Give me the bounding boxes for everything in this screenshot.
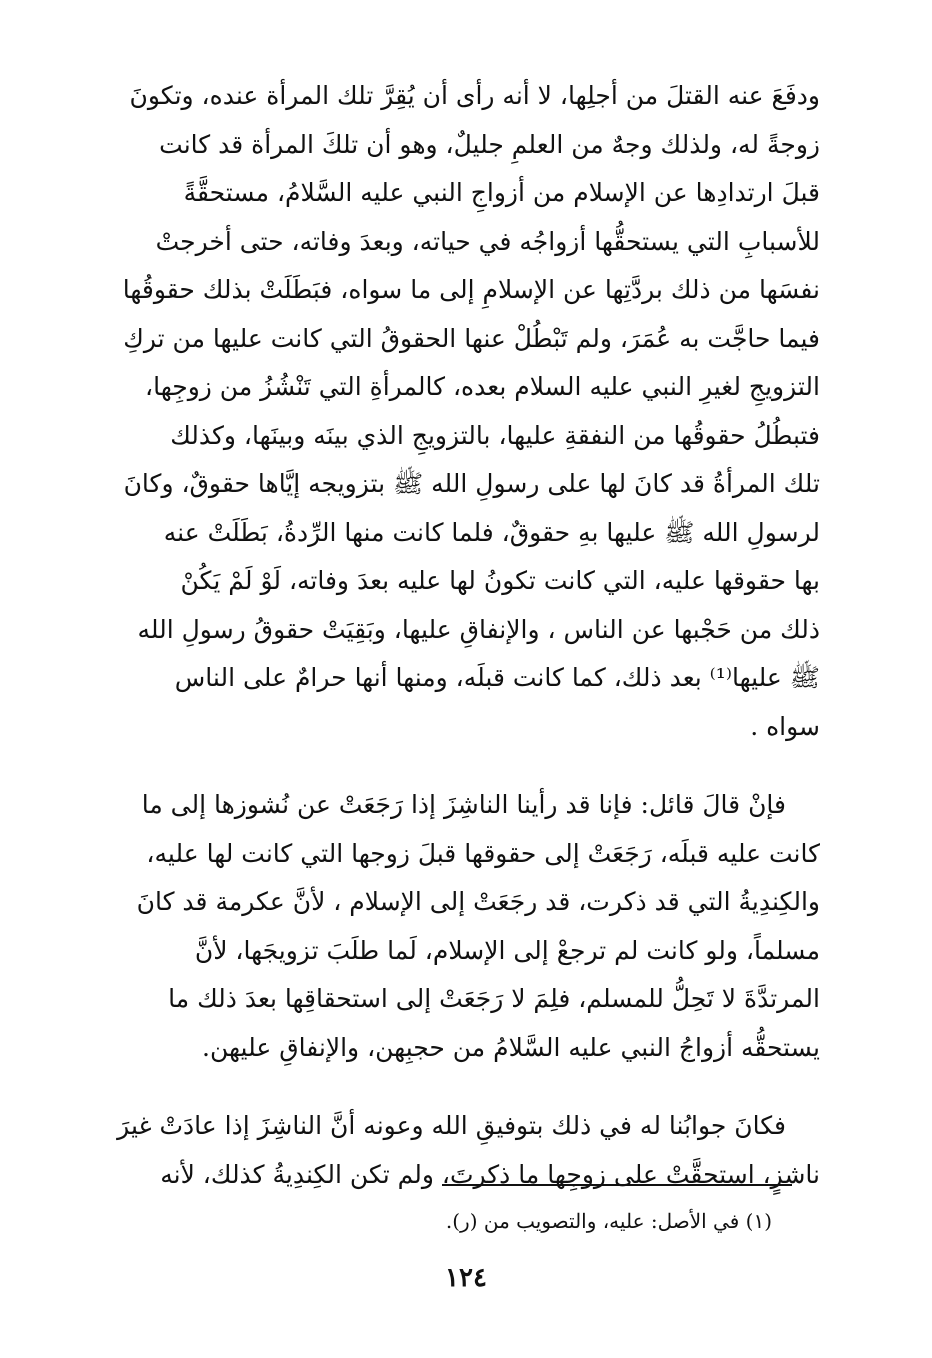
text-line: المرتدَّةَ لا تَحِلُّ للمسلم، فلِمَ لا رَجَعَتْ إلى استحقاقِها بعدَ ذلك ما bbox=[168, 984, 820, 1013]
paragraph-gap bbox=[96, 1072, 820, 1102]
text-line: نفسَها من ذلك بردَّتِها عن الإسلامِ إلى ما سواه، فبَطَلَتْ بذلك حقوقُها bbox=[122, 275, 820, 304]
paragraph-1 bbox=[96, 72, 820, 751]
text-line: بها حقوقها عليه، التي كانت تكونُ لها عليه بعدَ وفاته، لَوْ لَمْ يَكُنْ bbox=[180, 566, 820, 595]
text-line: لرسولِ الله ﷺ عليها بهِ حقوقٌ، فلما كانت منها الرِّدةُ، بَطَلَتْ عنه bbox=[163, 517, 820, 547]
text-line: يستحقُّه أزواجُ النبي عليه السَّلامُ من حجبِهن، والإنفاقِ عليهن. bbox=[202, 1032, 820, 1062]
text-line: تلك المرأةُ قد كانَ لها على رسولِ الله ﷺ بتزويجه إيَّاها حقوقٌ، وكانَ bbox=[123, 469, 820, 498]
text-line: والكِندِيةُ التي قد ذكرت، قد رجَعَتْ إلى الإسلام ، لأنَّ عكرمة قد كانَ bbox=[136, 887, 820, 916]
footnote: (١) في الأصل: عليه، والتصويب من (ر). bbox=[445, 1209, 772, 1233]
text-line: ﷺ عليها⁽¹⁾ بعد ذلك، كما كانت قبلَه، ومنها أنها حرامٌ على الناس bbox=[174, 663, 820, 692]
text-line: ودفَعَ عنه القتلَ من أجلِها، لا أنه رأى أن يُقِرَّ تلك المرأة عنده، وتكونَ bbox=[129, 81, 820, 110]
text-line: فيما حاجَّت به عُمَرَ، ولم تَبْطُلْ عنها الحقوقُ التي كانت عليها من تركِ bbox=[123, 323, 820, 353]
body-text bbox=[96, 72, 820, 1199]
page-number: ١٢٤ bbox=[445, 1263, 487, 1293]
text-line: التزويجِ لغيرِ النبي عليه السلام بعده، كالمرأةِ التي تَنْشُزُ من زوجِها، bbox=[145, 372, 820, 401]
text-line: فكانَ جوابُنا له في ذلك بتوفيقِ الله وعونه أنَّ الناشِزَ إذا عادَتْ غيرَ bbox=[117, 1111, 786, 1140]
text-line: ذلك من حَجْبها عن الناس ، والإنفاقِ عليها، وبَقِيَتْ حقوقُ رسولِ الله bbox=[137, 614, 820, 644]
text-line: زوجةً له، ولذلك وجهٌ من العلمِ جليلٌ، وهو أن تلكَ المرأة قد كانت bbox=[159, 129, 820, 159]
text-line: للأسبابِ التي يستحقُّها أزواجُه في حياته، وبعدَ وفاته، حتى أخرجتْ bbox=[155, 226, 820, 256]
text-line: مسلماً، ولو كانت لم ترجعْ إلى الإسلام، لَما طلَبَ تزويجَها، لأنَّ bbox=[194, 935, 820, 965]
paragraph-2 bbox=[96, 781, 820, 1072]
text-line: فإنْ قالَ قائل: فإنا قد رأينا الناشِزَ إذا رَجَعَتْ عن نُشوزها إلى ما bbox=[141, 790, 786, 819]
footnote-separator bbox=[442, 1184, 792, 1186]
text-line: فتبطُلُ حقوقُها من النفقةِ عليها، بالتزويجِ الذي بينَه وبينَها، وكذلك bbox=[170, 420, 820, 450]
text-line: قبلَ ارتدادِها عن الإسلام من أزواجِ النبي عليه السَّلامُ، مستحقَّةً bbox=[183, 178, 820, 207]
text-line: كانت عليه قبلَه، رَجَعَتْ إلى حقوقها قبلَ زوجها التي كانت لها عليه، bbox=[146, 838, 820, 868]
text-line: ناشزٍ، استحقَّتْ على زوجِها ما ذكرتَ، ولم تكن الكِندِيةُ كذلك، لأنه bbox=[160, 1159, 820, 1189]
text-line: سواه . bbox=[750, 711, 820, 741]
paragraph-gap bbox=[96, 751, 820, 781]
